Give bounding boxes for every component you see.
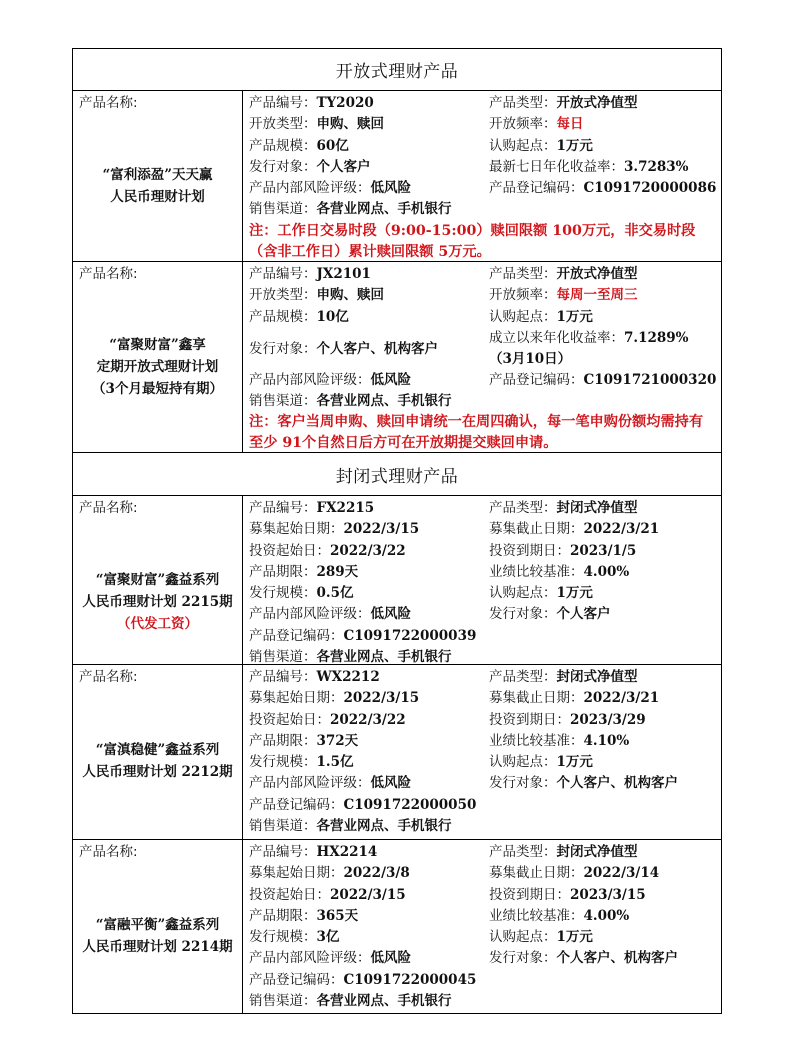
field-product-type: 产品类型：封闭式净值型 (489, 844, 638, 860)
field-maturity: 投资到期日：2023/3/15 (489, 886, 646, 903)
details-left (249, 93, 489, 221)
field-target: 发行对象：个人客户、机构客户 (489, 950, 678, 967)
field-raise-end: 募集截止日期：2022/3/14 (489, 865, 660, 882)
product-note: 注：工作日交易时段（9:00-15:00）赎回限额 100万元，非交易时段（含非工作日）累计赎回限额 5万元。 (249, 222, 696, 260)
field-product-type: 产品类型：开放式净值型 (489, 95, 638, 111)
field-benchmark: 业绩比较基准：4.00% (489, 563, 630, 580)
field-scale: 产品规模：60亿 (249, 137, 349, 154)
details-left (249, 842, 489, 1012)
field-reg-code: 产品登记编码：C1091722000045 (249, 971, 477, 988)
field-reg-code: 产品登记编码：C1091722000039 (249, 627, 477, 644)
product-details (243, 91, 721, 261)
field-invest-start: 投资起始日：2022/3/22 (249, 711, 406, 728)
field-yield: 最新七日年化收益率：3.7283% (489, 158, 689, 175)
product-name-cell (73, 665, 243, 839)
field-open-frequency: 开放频率：每日 (489, 116, 584, 133)
product-name: “富融平衡”鑫益系列 人民币理财计划 2214期 (82, 917, 233, 955)
field-issue-scale: 发行规模：0.5亿 (249, 585, 354, 602)
field-min-purchase: 认购起点：1万元 (489, 754, 593, 771)
product-name: “富聚财富”鑫益系列 人民币理财计划 2215期 （代发工资） (73, 569, 242, 635)
product-details (243, 665, 721, 839)
field-product-code: 产品编号：HX2214 (249, 844, 378, 860)
details-left (249, 667, 489, 837)
product-name-cell (73, 91, 243, 261)
field-risk: 产品内部风险评级：低风险 (249, 775, 411, 792)
details-left (249, 498, 489, 668)
field-channel: 销售渠道：各营业网点、手机银行 (249, 201, 452, 218)
field-term: 产品期限：372天 (249, 732, 359, 749)
field-raise-start: 募集起始日期：2022/3/8 (249, 865, 410, 882)
product-name-cell (73, 262, 243, 452)
field-maturity: 投资到期日：2023/3/29 (489, 711, 646, 728)
field-target: 发行对象：个人客户、机构客户 (249, 340, 438, 357)
field-maturity: 投资到期日：2023/1/5 (489, 542, 637, 559)
product-row (73, 665, 721, 840)
details-right (489, 93, 721, 221)
product-name-label: 产品名称: (79, 844, 138, 860)
product-note: 注：客户当周申购、赎回申请统一在周四确认，每一笔申购份额均需持有至少 91个自然日后方可在开放期提交赎回申请。 (249, 414, 704, 452)
field-product-type: 产品类型：封闭式净值型 (489, 500, 638, 516)
field-raise-end: 募集截止日期：2022/3/21 (489, 690, 660, 707)
field-product-code: 产品编号：WX2212 (249, 669, 380, 685)
field-min-purchase: 认购起点：1万元 (489, 585, 593, 602)
field-raise-end: 募集截止日期：2022/3/21 (489, 521, 660, 538)
field-term: 产品期限：289天 (249, 563, 359, 580)
field-benchmark: 业绩比较基准：4.00% (489, 907, 630, 924)
product-name-cell (73, 840, 243, 1013)
product-details (243, 840, 721, 1013)
product-row (73, 262, 721, 453)
field-open-type: 开放类型：申购、赎回 (249, 287, 384, 304)
field-risk: 产品内部风险评级：低风险 (249, 950, 411, 967)
product-name-cell (73, 496, 243, 664)
field-issue-scale: 发行规模：3亿 (249, 929, 340, 946)
field-open-type: 开放类型：申购、赎回 (249, 116, 384, 133)
field-invest-start: 投资起始日：2022/3/15 (249, 886, 406, 903)
section-title: 封闭式理财产品 (335, 466, 459, 487)
section-title: 开放式理财产品 (335, 62, 459, 82)
product-row (73, 91, 721, 262)
field-product-code: 产品编号：TY2020 (249, 95, 374, 111)
details-right (489, 842, 721, 1012)
field-target: 发行对象：个人客户 (249, 158, 371, 175)
field-reg-code: 产品登记编码：C1091720000086 (489, 180, 717, 197)
field-target: 发行对象：个人客户 (489, 606, 611, 623)
field-product-code: 产品编号：FX2215 (249, 500, 375, 516)
product-row (73, 496, 721, 665)
product-name: “富利添盈”天天赢 人民币理财计划 (102, 167, 213, 205)
field-benchmark: 业绩比较基准：4.10% (489, 732, 630, 749)
product-name: “富滇稳健”鑫益系列 人民币理财计划 2212期 (82, 742, 233, 780)
field-risk: 产品内部风险评级：低风险 (249, 371, 411, 388)
field-risk: 产品内部风险评级：低风险 (249, 606, 411, 623)
field-channel: 销售渠道：各营业网点、手机银行 (249, 818, 452, 835)
field-reg-code: 产品登记编码：C1091721000320 (489, 372, 717, 389)
field-channel: 销售渠道：各营业网点、手机银行 (249, 393, 452, 410)
field-issue-scale: 发行规模：1.5亿 (249, 754, 354, 771)
details-right (489, 264, 721, 412)
field-yield-date: （3月10日） (489, 351, 572, 368)
section-header-closed (73, 453, 721, 496)
product-name-label: 产品名称: (79, 95, 138, 111)
product-details (243, 496, 721, 664)
field-product-type: 产品类型：封闭式净值型 (489, 669, 638, 685)
product-name: “富聚财富”鑫享 定期开放式理财计划 （3个月最短持有期） (92, 337, 223, 397)
product-details (243, 262, 721, 452)
field-min-purchase: 认购起点：1万元 (489, 929, 593, 946)
field-raise-start: 募集起始日期：2022/3/15 (249, 690, 420, 707)
product-name-label: 产品名称: (79, 669, 138, 685)
field-invest-start: 投资起始日：2022/3/22 (249, 542, 406, 559)
product-name-label: 产品名称: (79, 266, 138, 282)
details-right (489, 498, 721, 668)
product-name-label: 产品名称: (79, 500, 138, 516)
field-channel: 销售渠道：各营业网点、手机银行 (249, 649, 452, 666)
product-table (72, 48, 722, 1014)
field-reg-code: 产品登记编码：C1091722000050 (249, 796, 477, 813)
section-header-open (73, 49, 721, 91)
field-min-purchase: 认购起点：1万元 (489, 137, 593, 154)
details-right (489, 667, 721, 837)
product-row (73, 840, 721, 1013)
field-scale: 产品规模：10亿 (249, 308, 349, 325)
field-term: 产品期限：365天 (249, 907, 359, 924)
field-open-frequency: 开放频率：每周一至周三 (489, 287, 638, 304)
field-yield: 成立以来年化收益率：7.1289% (489, 329, 689, 346)
field-min-purchase: 认购起点：1万元 (489, 308, 593, 325)
field-raise-start: 募集起始日期：2022/3/15 (249, 521, 420, 538)
payroll-tag: （代发工资） (117, 616, 198, 632)
details-left (249, 264, 489, 412)
field-product-type: 产品类型：开放式净值型 (489, 266, 638, 282)
field-product-code: 产品编号：JX2101 (249, 266, 371, 282)
field-target: 发行对象：个人客户、机构客户 (489, 775, 678, 792)
field-risk: 产品内部风险评级：低风险 (249, 180, 411, 197)
field-channel: 销售渠道：各营业网点、手机银行 (249, 993, 452, 1010)
